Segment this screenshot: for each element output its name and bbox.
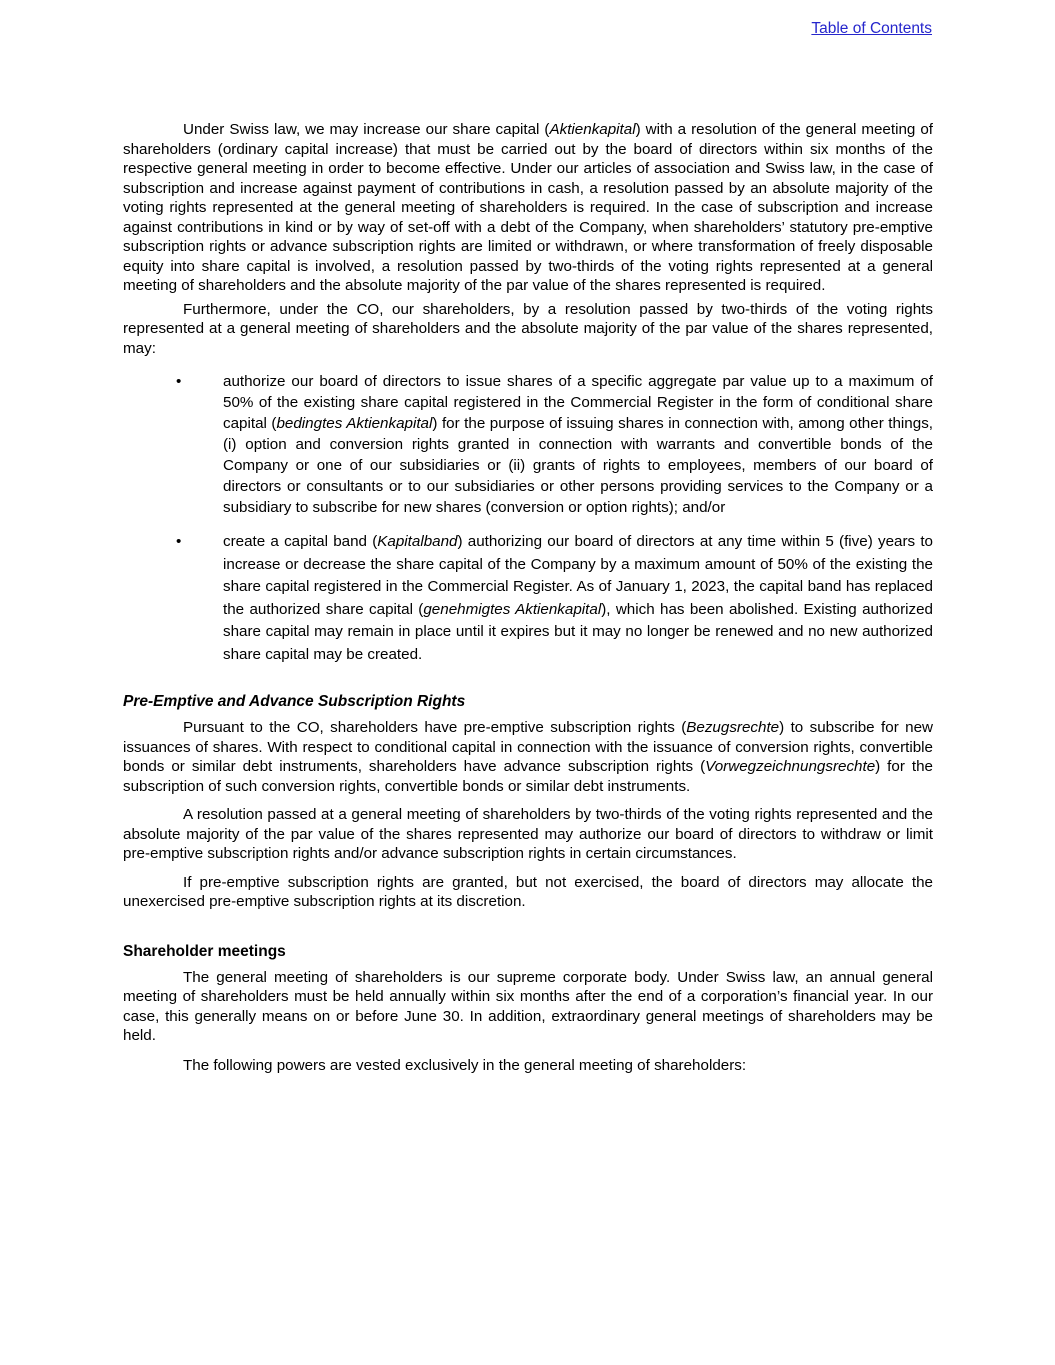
paragraph-a-resolution: A resolution passed at a general meeting of shareholders by two-thirds of the voting rights represented and the absolute majority of the par value of the shares represented may authorize our board of directors to withdraw or limit pre-emptive subscription rights and/or advance subscription rights in certain circumstances. [123, 806, 933, 862]
section-heading-preemptive-rights: Pre-Emptive and Advance Subscription Rights [123, 693, 466, 710]
list-item [123, 371, 933, 518]
bullet-icon: • [176, 533, 182, 550]
bullet-icon: • [176, 373, 182, 390]
paragraph-pursuant: Pursuant to the CO, shareholders have pre-emptive subscription rights (Bezugsrechte) to subscribe for new issuances of shares. With respect to conditional capital in connection with the issuance of conversion rights, convertible bonds or similar debt instruments, shareholders have advance subscription rights (Vorwegzeichnungsrechte) for the subscription of such conversion rights, convertible bonds or similar debt instruments. [123, 719, 933, 795]
paragraph-following-powers: The following powers are vested exclusively in the general meeting of shareholders: [183, 1056, 747, 1074]
paragraph-if-preemptive: If pre-emptive subscription rights are granted, but not exercised, the board of directors may allocate the unexercised pre-emptive subscription rights at its discretion. [123, 873, 933, 910]
paragraph-general-meeting: The general meeting of shareholders is our supreme corporate body. Under Swiss law, an annual general meeting of shareholders must be held annually within six months after the end of a corporation’s financial year. In our case, this generally means on or before June 30. In addition, extraordinary general meetings of shareholders may be held. [123, 968, 933, 1044]
list-item-text: create a capital band (Kapitalband) authorizing our board of directors at any time within 5 (five) years to increase or decrease the share capital of the Company by a maximum amount of 50% of the existing the share capital registered in the Commercial Register. As of January 1, 2023, the capital band has replaced the authorized share capital (genehmigtes Aktienkapital), which has been abolished. Existing authorized share capital may remain in place until it expires but it may no longer be renewed and no new authorized share capital may be created. [223, 533, 933, 663]
table-of-contents-link[interactable]: Table of Contents [811, 20, 932, 37]
list-item-text: authorize our board of directors to issue shares of a specific aggregate par value up to a maximum of 50% of the existing share capital registered in the Commercial Register in the form of conditional share capital (bedingtes Aktienkapital) for the purpose of issuing shares in connection with, among other things, (i) option and conversion rights granted in connection with warrants and convertible bonds of the Company or one of our subsidiaries or (ii) grants of rights to employees, members of our board of directors or consultants or to our subsidiaries or other persons providing services to the Company or a subsidiary to subscribe for new shares (conversion or option rights); and/or [223, 373, 934, 516]
paragraph-furthermore: Furthermore, under the CO, our shareholders, by a resolution passed by two-thirds of the voting rights represented at a general meeting of shareholders and the absolute majority of the par value of the shares represented, may: [123, 300, 933, 357]
document-body [123, 120, 933, 1075]
list-item [123, 531, 933, 666]
paragraph-under-swiss-law: Under Swiss law, we may increase our share capital (Aktienkapital) with a resolution of the general meeting of shareholders (ordinary capital increase) that must be carried out by the board of directors within six months of the respective general meeting in order to become effective. Under our articles of association and Swiss law, in the case of subscription and increase against payment of contributions in cash, a resolution passed by an absolute majority of the voting rights represented at the general meeting of shareholders is required. In the case of subscription and increase against contributions in kind or by way of set-off with a debt of the Company, when shareholders’ statutory pre-emptive subscription rights or advance subscription rights are limited or withdrawn, or where transformation of freely disposable equity into share capital is involved, a resolution passed by two-thirds of the voting rights represented at a general meeting of shareholders and the absolute majority of the par value of the shares represented is required. [123, 121, 933, 294]
section-heading-shareholder-meetings: Shareholder meetings [123, 942, 286, 960]
bullet-list [123, 371, 933, 666]
